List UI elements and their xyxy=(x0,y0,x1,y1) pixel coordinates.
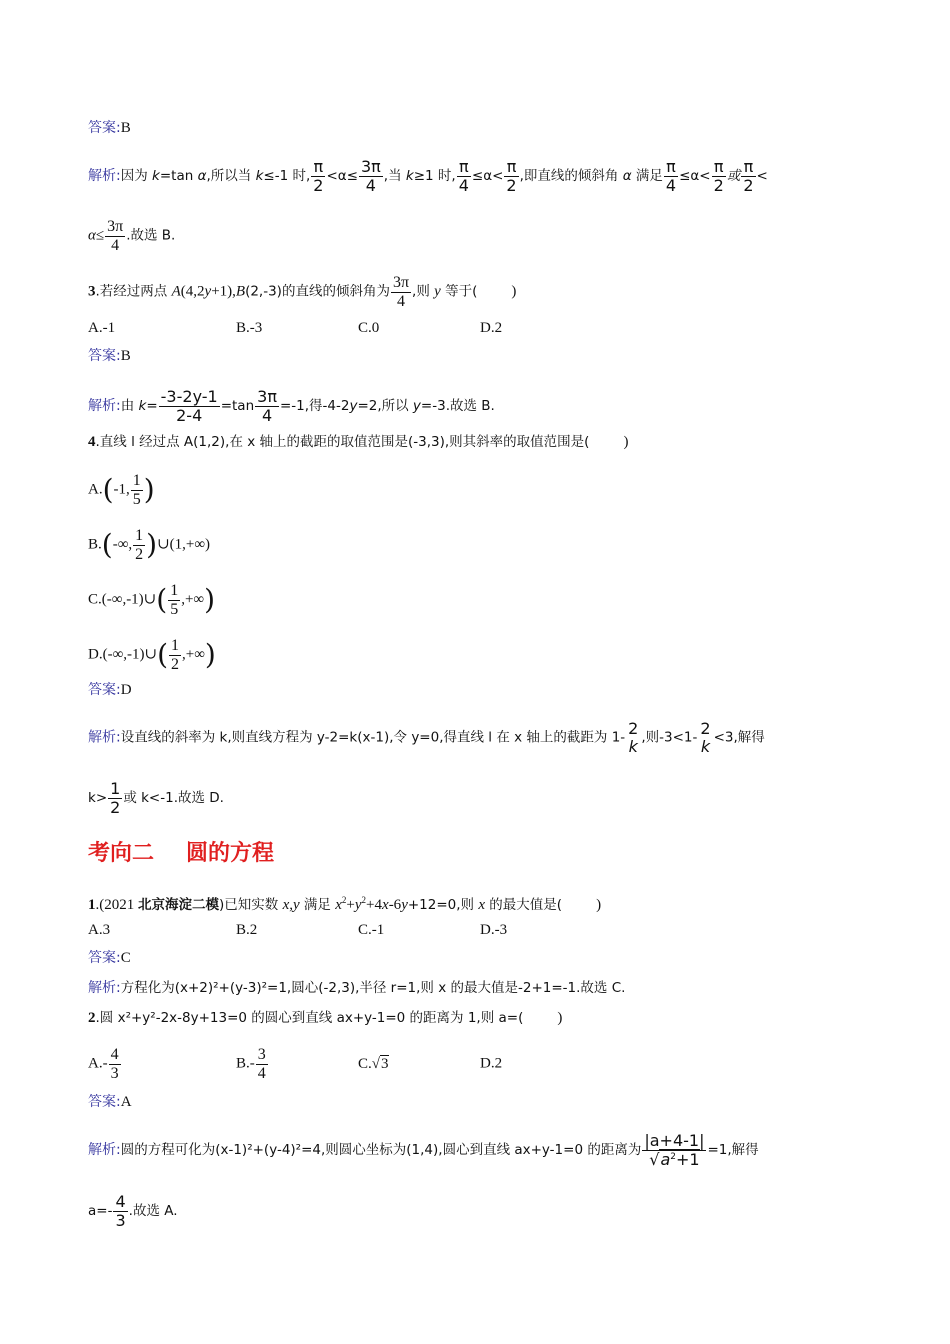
numerator: 2 xyxy=(628,719,639,738)
text: a xyxy=(660,1149,671,1169)
fraction xyxy=(108,780,122,816)
text: y xyxy=(401,897,408,913)
text: ) xyxy=(596,897,602,913)
numerator: 3π xyxy=(392,274,410,291)
text: ) xyxy=(557,1010,563,1026)
exponent: 2 xyxy=(670,1151,676,1162)
option-a[interactable] xyxy=(88,1046,236,1082)
fraction xyxy=(626,720,640,755)
fraction xyxy=(359,158,383,194)
option-label: A.- xyxy=(88,1055,108,1072)
fraction xyxy=(105,218,125,254)
text: .故选 B. xyxy=(126,227,176,244)
option-c[interactable]: C.0 xyxy=(358,320,380,336)
analysis-line-1a xyxy=(88,158,768,194)
numerator: π xyxy=(506,157,517,176)
denominator: k xyxy=(700,736,711,756)
denominator: 2 xyxy=(171,655,180,673)
denominator: 4 xyxy=(458,175,469,195)
answer-value: B xyxy=(120,120,131,136)
text: )已知实数 xyxy=(219,897,283,913)
text: k xyxy=(255,168,264,185)
analysis-line-s2q1 xyxy=(88,978,625,998)
numerator: |a+4-1| xyxy=(644,1131,705,1150)
option-label: A. xyxy=(88,481,103,498)
fraction xyxy=(391,274,411,310)
fraction xyxy=(311,158,325,194)
text: 满足 xyxy=(299,897,336,913)
numerator: 1 xyxy=(170,582,179,599)
question-number: 2 xyxy=(88,1010,96,1026)
s2-question-2 xyxy=(88,1008,562,1028)
text: 满足 xyxy=(631,168,663,185)
denominator: 2 xyxy=(313,175,324,195)
text: -6 xyxy=(388,897,402,913)
analysis-label: 解析: xyxy=(88,1142,121,1159)
q4-option-c[interactable]: C.(-∞,-1)∪( $\frac{1}{5}$ ,+∞) xyxy=(88,582,216,618)
denominator: $√a^2+1$ xyxy=(642,1150,706,1169)
denominator: 5 xyxy=(170,600,179,618)
sqrt-symbol: √ xyxy=(371,1055,380,1072)
section-heading xyxy=(88,836,274,867)
text: x xyxy=(382,897,389,913)
text: = xyxy=(146,398,158,415)
fraction xyxy=(159,388,220,424)
denominator: 2 xyxy=(110,797,121,817)
text: +1 xyxy=(675,1149,700,1169)
exponent: 2 xyxy=(361,895,367,905)
text: ≤α< xyxy=(679,168,711,185)
text: (2,-3)的直线的倾斜角为 xyxy=(245,283,390,300)
text: B xyxy=(235,283,246,300)
denominator: 3 xyxy=(115,1210,126,1230)
text: ≤α< xyxy=(471,168,504,185)
exponent: 2 xyxy=(341,895,347,905)
text: y xyxy=(349,398,358,415)
text: 设直线的斜率为 k,则直线方程为 y-2=k(x-1),令 y=0,得直线 l 在 x 轴上的截距为 1- xyxy=(120,729,626,746)
section-title: 圆的方程 xyxy=(186,841,275,866)
text: -1, xyxy=(113,481,130,498)
answer-value: B xyxy=(120,348,131,364)
text: ,+∞ xyxy=(182,646,205,663)
answer-label: 答案: xyxy=(88,682,121,698)
text: .(2021 xyxy=(95,897,138,913)
denominator: 4 xyxy=(665,175,677,195)
numerator: π xyxy=(713,157,724,176)
text: =-3.故选 B. xyxy=(420,398,495,415)
fraction xyxy=(256,1046,268,1082)
analysis-line-q4b xyxy=(88,780,224,816)
numerator: π xyxy=(458,157,469,176)
text: 等于( xyxy=(440,283,478,300)
text: A xyxy=(171,283,181,300)
fraction xyxy=(504,158,518,194)
answer-line-s2q1 xyxy=(88,948,131,968)
answer-label: 答案: xyxy=(88,348,121,364)
option-a[interactable]: A.-1 xyxy=(88,320,116,336)
text: k> xyxy=(88,790,108,807)
numerator: 4 xyxy=(115,1192,126,1211)
numerator: 4 xyxy=(110,1046,119,1063)
answer-value: C xyxy=(120,950,131,966)
text: ,当 xyxy=(383,168,406,185)
fraction xyxy=(169,637,181,673)
answer-value: D xyxy=(120,682,132,698)
text: ,所以当 xyxy=(206,168,256,185)
q4-option-b[interactable]: B.(-∞, $\frac{1}{2}$ )∪(1,+∞) xyxy=(88,527,211,563)
fraction xyxy=(131,472,143,508)
radicand: 3 xyxy=(381,1055,389,1072)
numerator: 1 xyxy=(110,779,121,798)
text: x xyxy=(478,897,486,913)
numerator: π xyxy=(743,157,754,176)
question-text: .圆 x²+y²-2x-8y+13=0 的圆心到直线 ax+y-1=0 的距离为 1,则 a=( xyxy=(95,1010,524,1026)
text: 因为 xyxy=(120,168,153,185)
text: ,则 xyxy=(412,283,435,300)
option-c[interactable] xyxy=(358,1054,480,1074)
answer-line-1 xyxy=(88,118,131,138)
numerator: -3-2y-1 xyxy=(160,387,218,406)
fraction xyxy=(113,1193,127,1229)
numerator: 1 xyxy=(135,527,144,544)
option-label: B. xyxy=(88,536,102,553)
answer-value: A xyxy=(120,1094,132,1110)
text: ,则-3<1- xyxy=(641,729,698,746)
option-label: B.- xyxy=(236,1055,255,1072)
analysis-label: 解析: xyxy=(88,398,121,415)
option-label: D.(-∞,-1)∪ xyxy=(88,646,158,663)
denominator: 4 xyxy=(391,292,411,311)
denominator: 2 xyxy=(135,545,144,563)
option-d[interactable]: D.2 xyxy=(480,320,503,336)
option-d[interactable]: D.2 xyxy=(480,1055,503,1072)
text: <α≤ xyxy=(326,168,358,185)
question-number: 3 xyxy=(88,283,96,300)
fraction xyxy=(698,720,712,755)
analysis-label: 解析: xyxy=(88,168,121,185)
fraction xyxy=(642,1132,706,1168)
text: α xyxy=(622,168,632,185)
option-d[interactable]: D.-3 xyxy=(480,922,508,938)
denominator: 4 xyxy=(359,176,383,195)
text: k xyxy=(152,168,160,185)
analysis-line-s2q2b xyxy=(88,1193,178,1229)
text: =tan xyxy=(159,168,198,185)
text: + xyxy=(346,897,355,913)
analysis-line-q3 xyxy=(88,388,495,424)
text: 或 xyxy=(726,168,741,185)
option-c[interactable]: C.-1 xyxy=(358,922,385,938)
text: ) xyxy=(623,434,629,450)
text: =1,解得 xyxy=(707,1142,759,1159)
numerator: π xyxy=(313,157,324,176)
denominator: 4 xyxy=(257,1064,266,1082)
option-label: C. xyxy=(358,1055,372,1072)
text: ) xyxy=(511,283,517,300)
numerator: π xyxy=(666,157,676,176)
fraction xyxy=(741,158,755,194)
s2q1-options xyxy=(88,920,507,940)
option-b[interactable] xyxy=(236,1046,358,1082)
text: ∪(1,+∞) xyxy=(157,536,211,553)
fraction xyxy=(133,527,145,563)
numerator: 3π xyxy=(360,157,381,176)
question-number: 1 xyxy=(88,897,96,913)
fraction xyxy=(712,158,726,194)
text: =-1,得-4-2 xyxy=(279,398,350,415)
q4-option-a[interactable]: A.(-1, $\frac{1}{5}$ ) xyxy=(88,472,155,508)
analysis-line-1b xyxy=(88,218,175,254)
section-number: 考向二 xyxy=(88,841,155,866)
denominator: 5 xyxy=(132,490,141,508)
text: +1), xyxy=(211,283,236,300)
text: +4 xyxy=(366,897,383,913)
option-a[interactable]: A.3 xyxy=(88,922,111,938)
text: 或 k<-1.故选 D. xyxy=(123,790,224,807)
denominator: 4 xyxy=(255,406,279,425)
text: .若经过两点 xyxy=(95,283,172,300)
numerator: 2 xyxy=(700,719,711,738)
q4-option-d[interactable]: D.(-∞,-1)∪( $\frac{1}{2}$ ,+∞) xyxy=(88,637,216,673)
text: =2,所以 xyxy=(357,398,413,415)
answer-line-q3 xyxy=(88,346,131,366)
option-b[interactable]: B.-3 xyxy=(236,320,263,336)
text: -∞, xyxy=(112,536,133,553)
text: y xyxy=(204,283,212,300)
denominator: 3 xyxy=(110,1064,119,1082)
fraction xyxy=(664,158,678,194)
numerator: 3π xyxy=(107,218,124,235)
q3-options xyxy=(88,318,502,338)
text: <3,解得 xyxy=(713,729,765,746)
option-label: C.(-∞,-1)∪ xyxy=(88,591,157,608)
question-number: 4 xyxy=(88,434,96,450)
text: α xyxy=(197,168,207,185)
fraction xyxy=(255,388,279,424)
text: k xyxy=(138,398,147,415)
text: =tan xyxy=(220,398,255,415)
text: y xyxy=(434,283,441,300)
analysis-text: 方程化为(x+2)²+(y-3)²=1,圆心(-2,3),半径 r=1,则 x 的最大值是-2+1=-1.故选 C. xyxy=(120,980,626,996)
text: 圆的方程可化为(x-1)²+(y-4)²=4,则圆心坐标为(1,4),圆心到直线 ax+y-1=0 的距离为 xyxy=(120,1142,642,1159)
denominator: 2 xyxy=(743,175,754,195)
text: +12=0,则 xyxy=(407,897,479,913)
text: 的最大值是( xyxy=(485,897,563,913)
text: (4,2 xyxy=(180,283,205,300)
denominator: 2 xyxy=(713,175,724,195)
denominator: 4 xyxy=(105,236,125,255)
text: y xyxy=(412,398,421,415)
s2q2-options xyxy=(88,1046,502,1082)
s2-question-1 xyxy=(88,890,601,915)
text: .故选 A. xyxy=(128,1203,178,1220)
source-tag: 北京海淀二模 xyxy=(138,897,219,913)
analysis-label: 解析: xyxy=(88,980,121,996)
analysis-line-q4a xyxy=(88,720,765,755)
text: ≤-1 时, xyxy=(263,168,311,185)
denominator: 2 xyxy=(506,175,517,195)
fraction xyxy=(109,1046,121,1082)
numerator: 3π xyxy=(257,387,277,406)
answer-label: 答案: xyxy=(88,950,121,966)
answer-line-q4 xyxy=(88,680,132,700)
question-4 xyxy=(88,432,628,452)
question-3 xyxy=(88,274,516,310)
text: x,y xyxy=(282,897,300,913)
numerator: 1 xyxy=(171,637,180,654)
answer-label: 答案: xyxy=(88,1094,121,1110)
option-b[interactable]: B.2 xyxy=(236,922,258,938)
text: k xyxy=(405,168,414,185)
analysis-line-s2q2a xyxy=(88,1132,759,1168)
answer-line-s2q2 xyxy=(88,1092,132,1112)
text: ≥1 时, xyxy=(413,168,456,185)
fraction xyxy=(457,158,471,194)
analysis-label: 解析: xyxy=(88,729,121,746)
text: x xyxy=(335,897,342,913)
denominator: k xyxy=(628,736,638,756)
denominator: 2-4 xyxy=(159,406,220,425)
text: a=- xyxy=(88,1203,113,1220)
numerator: 3 xyxy=(257,1046,266,1063)
text: y xyxy=(354,897,362,913)
text: < xyxy=(756,168,768,185)
text: ,即直线的倾斜角 xyxy=(519,168,623,185)
text: α≤ xyxy=(88,227,105,244)
text: 由 xyxy=(120,398,139,415)
text: ,+∞ xyxy=(181,591,205,608)
question-text: .直线 l 经过点 A(1,2),在 x 轴上的截距的取值范围是(-3,3),则其斜率的取值范围是( xyxy=(95,434,590,450)
numerator: 1 xyxy=(132,472,141,489)
answer-label: 答案: xyxy=(88,120,121,136)
fraction xyxy=(168,582,180,618)
